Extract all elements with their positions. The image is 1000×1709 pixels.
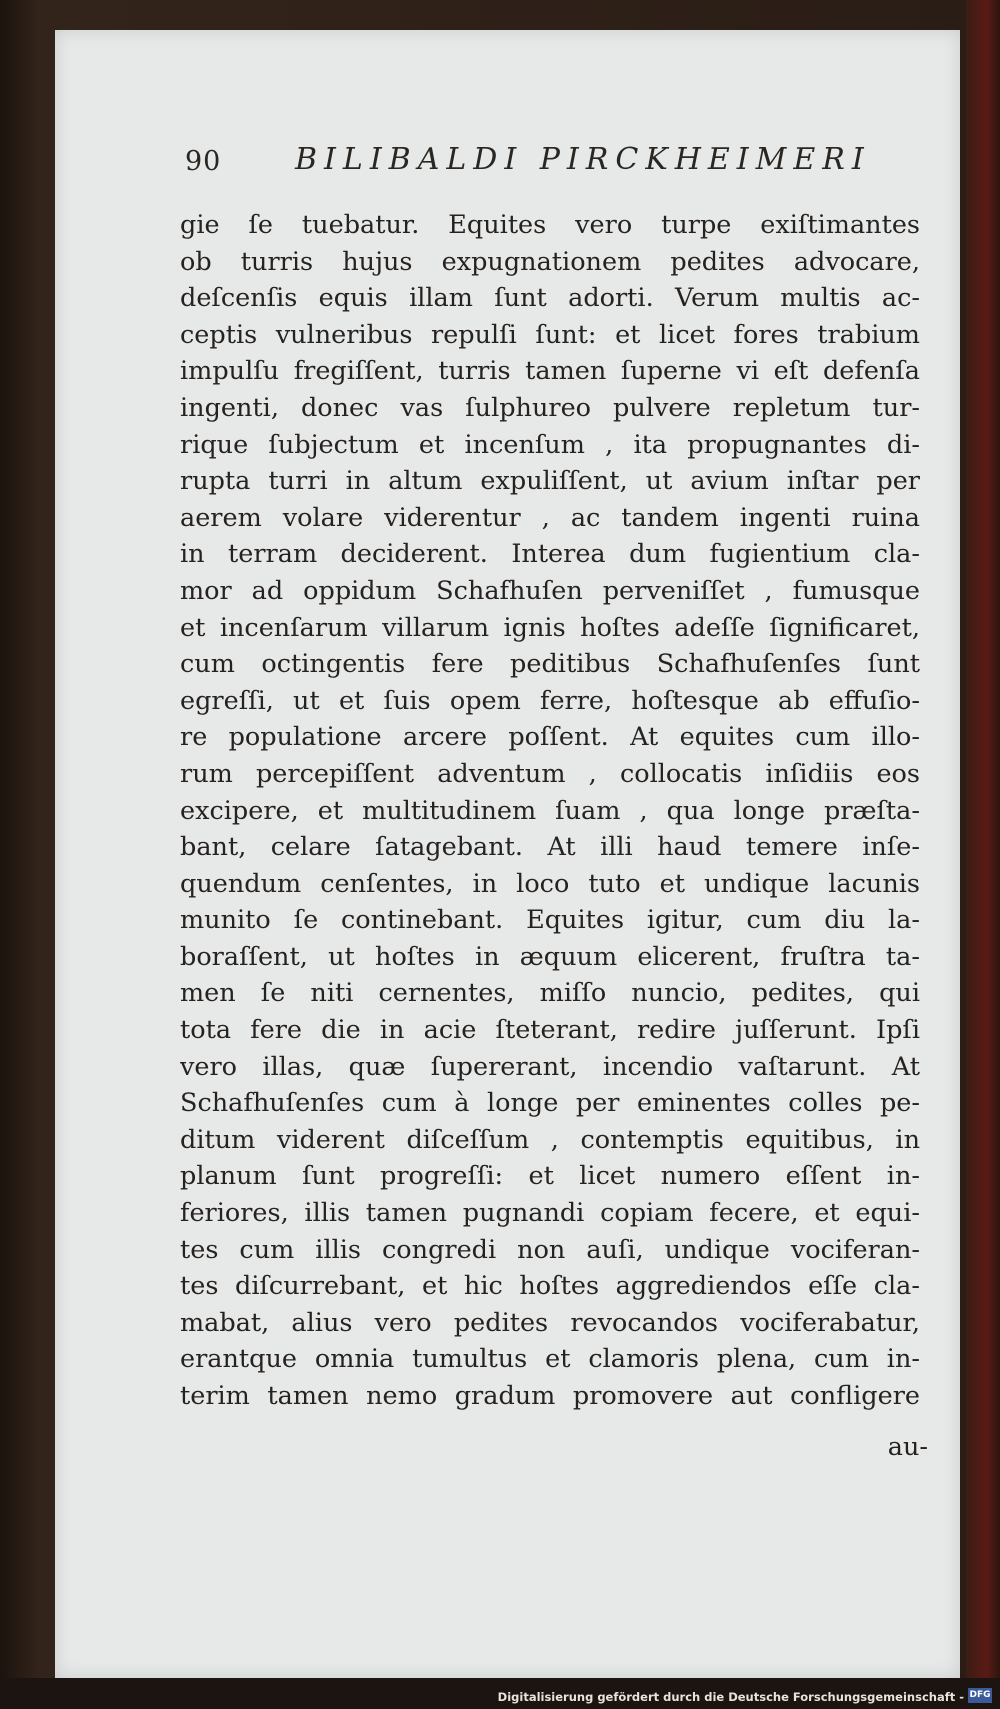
text-line: tota fere die in acie ſteterant, redire juſſerunt. Ipſi <box>180 1015 920 1046</box>
text-line: vero illas, quæ ſupererant, incendio vaſtarunt. At <box>180 1051 920 1082</box>
text-line: ditum viderent diſceſſum , contemptis equitibus, in <box>180 1124 920 1155</box>
text-line: ob turris hujus expugnationem pedites advocare, <box>180 246 920 277</box>
digitization-credit: Digitalisierung gefördert durch die Deutsche Forschungsgemeinschaft - <box>497 1690 964 1704</box>
text-line: gie ſe tuebatur. Equites vero turpe exiſtimantes <box>180 210 920 240</box>
text-line: impulſu fregiſſent, turris tamen ſuperne vi eſt defenſa <box>180 356 920 387</box>
text-line: mabat, alius vero pedites revocandos vociferabatur, <box>180 1307 920 1338</box>
catchword: au- <box>887 1432 928 1462</box>
book-spine-edge <box>966 0 1000 1709</box>
running-title: BILIBALDI PIRCKHEIMERI <box>295 142 871 177</box>
text-line: rum percepiſſent adventum , collocatis inſidiis eos <box>180 758 920 789</box>
body-text <box>180 207 920 1415</box>
text-line: aerem volare viderentur , ac tandem ingenti ruina <box>180 502 920 533</box>
text-line: cum octingentis fere peditibus Schafhuſenſes ſunt <box>180 649 920 680</box>
text-line: tes cum illis congredi non auſi, undique vociferan- <box>180 1234 920 1265</box>
text-line: Schafhuſenſes cum à longe per eminentes colles pe- <box>180 1088 920 1119</box>
text-line: quendum cenſentes, in loco tuto et undique lacunis <box>180 868 920 899</box>
text-line: rique ſubjectum et incenſum , ita propugnantes di- <box>180 429 920 460</box>
text-line: rupta turri in altum expuliſſent, ut avium inſtar per <box>180 466 920 497</box>
page-number: 90 <box>185 146 222 177</box>
text-line: re populatione arcere poſſent. At equites cum illo- <box>180 722 920 753</box>
text-line: in terram deciderent. Interea dum fugientium cla- <box>180 539 920 570</box>
text-line: egreſſi, ut et ſuis opem ferre, hoſtesque ab effuſio- <box>180 685 920 716</box>
text-line: tes diſcurrebant, et hic hoſtes aggrediendos eſſe cla- <box>180 1271 920 1302</box>
text-line: munito ſe continebant. Equites igitur, cum diu la- <box>180 905 920 936</box>
text-line: ingenti, donec vas ſulphureo pulvere repletum tur- <box>180 392 920 423</box>
page-header <box>185 138 871 188</box>
text-line: et incenſarum villarum ignis hoſtes adeſſe ſignificaret, <box>180 612 920 643</box>
text-line: excipere, et multitudinem ſuam , qua longe præſta- <box>180 795 920 826</box>
text-line: feriores, illis tamen pugnandi copiam fecere, et equi- <box>180 1198 920 1229</box>
text-line: mor ad oppidum Schafhuſen perveniſſet , fumusque <box>180 575 920 606</box>
text-line: deſcenſis equis illam ſunt adorti. Verum multis ac- <box>180 283 920 314</box>
text-line: boraſſent, ut hoſtes in æquum elicerent, fruſtra ta- <box>180 941 920 972</box>
text-line: terim tamen nemo gradum promovere aut confligere <box>180 1381 920 1411</box>
text-line: planum ſunt progreſſi: et licet numero eſſent in- <box>180 1161 920 1192</box>
text-line: bant, celare ſatagebant. At illi haud temere inſe- <box>180 832 920 863</box>
text-line: ceptis vulneribus repulſi ſunt: et licet fores trabium <box>180 319 920 350</box>
text-line: erantque omnia tumultus et clamoris plena, cum in- <box>180 1344 920 1375</box>
text-line: men ſe niti cernentes, miſſo nuncio, pedites, qui <box>180 978 920 1009</box>
dfg-logo-icon: DFG <box>968 1688 992 1703</box>
